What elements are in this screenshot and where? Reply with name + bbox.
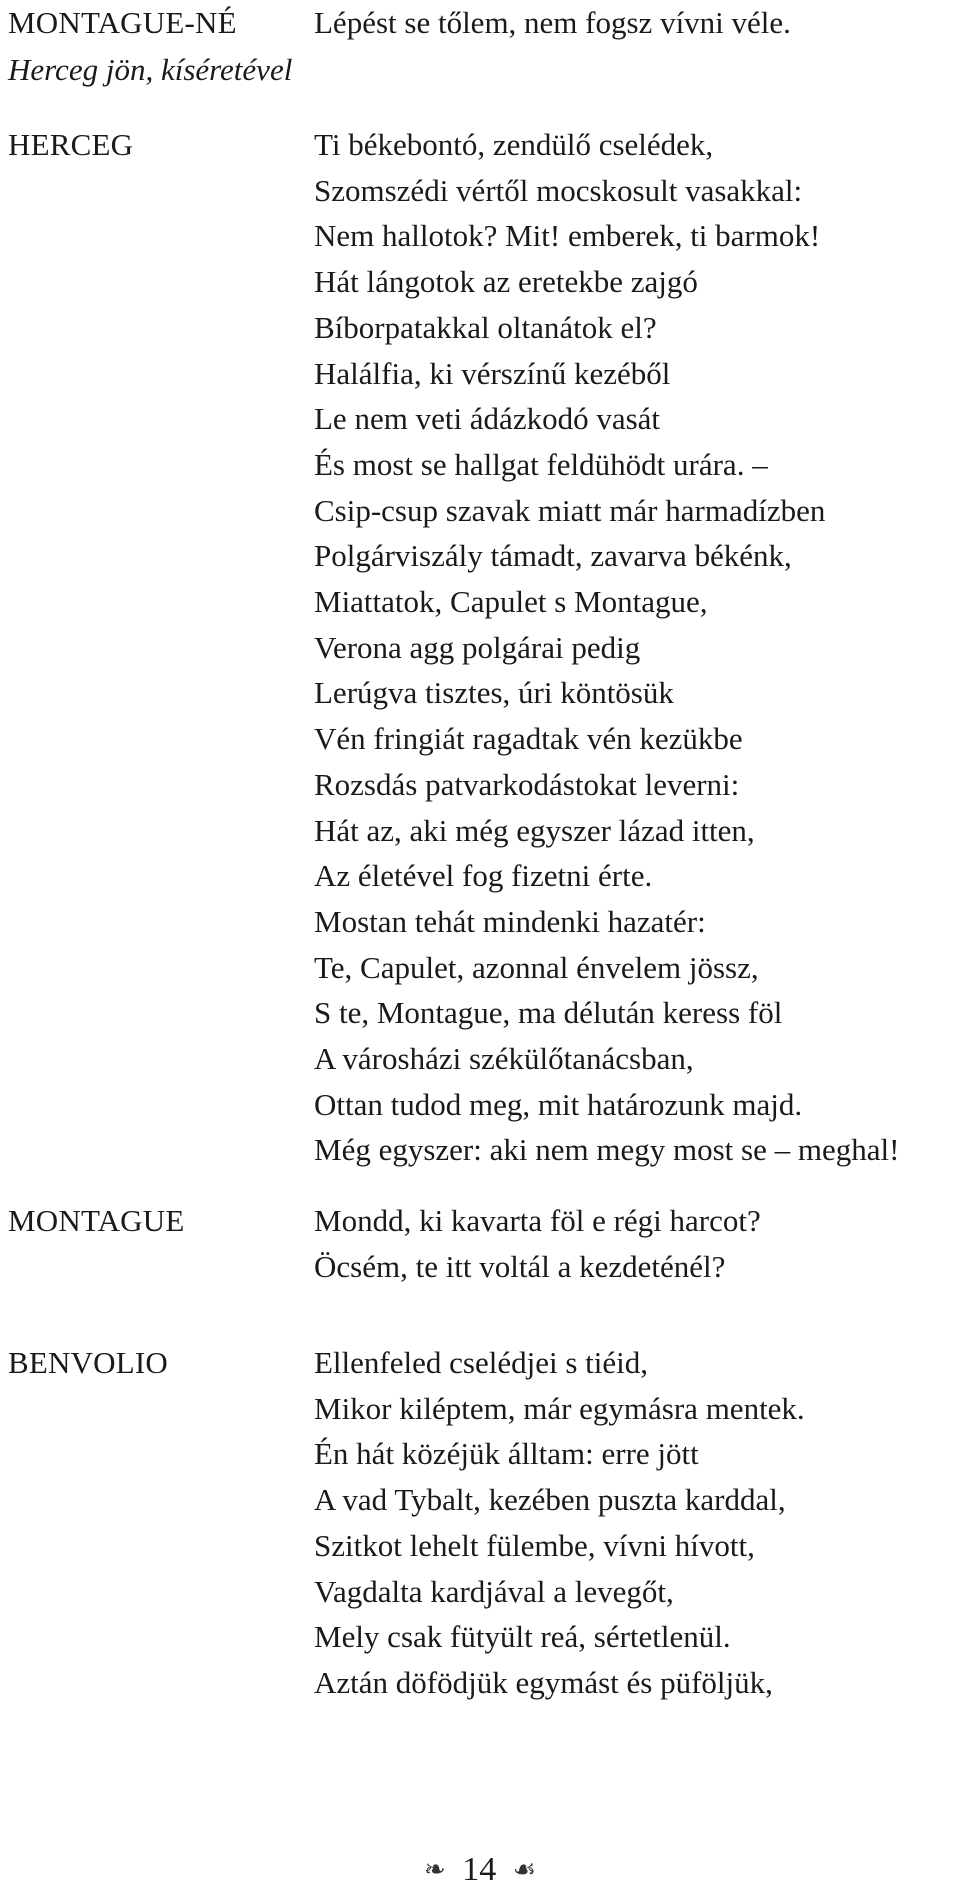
page-footer [0,1848,960,1890]
verse-line: Nem hallotok? Mit! emberek, ti barmok! [314,218,821,254]
verse-line: Halálfia, ki vérszínű kezéből [314,355,671,391]
verse-line: Hát lángotok az eretekbe zajgó [314,264,698,300]
fleuron-right-icon: ☙ [512,1855,537,1885]
speaker-name: MONTAGUE-NÉ [8,5,237,40]
verse-line: Szitkot lehelt fülembe, vívni hívott, [314,1527,755,1563]
verse-line: Csip-csup szavak miatt már harmadízben [314,492,826,528]
verse-line: Polgárviszály támadt, zavarva békénk, [314,538,792,574]
verse-line: Le nem veti ádázkodó vasát [314,401,661,437]
verse-line: Én hát közéjük álltam: erre jött [314,1436,699,1472]
verse-line: Ottan tudod meg, mit határozunk majd. [314,1086,803,1122]
verse-line: A vad Tybalt, kezében puszta karddal, [314,1482,786,1518]
stage-direction: Herceg jön, kíséretével [8,52,293,87]
verse-line: Te, Capulet, azonnal énvelem jössz, [314,949,759,985]
page-number: 14 [462,1851,497,1889]
fleuron-left-icon: ❧ [423,1855,446,1885]
verse-line: Bíborpatakkal oltanátok el? [314,309,657,345]
verse-line: S te, Montague, ma délután keress föl [314,995,783,1031]
speaker-name: BENVOLIO [8,1345,169,1380]
dialogue-lines [314,1198,958,1289]
speaker-name: MONTAGUE [8,1203,185,1238]
verse-line: Vagdalta kardjával a levegőt, [314,1573,674,1609]
verse-line: Még egyszer: aki nem megy most se – meghal! [314,1132,900,1168]
verse-line: Miattatok, Capulet s Montague, [314,584,708,620]
speaker-name: HERCEG [8,127,134,162]
verse-line: Ellenfeled cselédjei s tiéid, [314,1345,648,1380]
verse-line: Lerúgva tisztes, úri köntösük [314,675,674,711]
dialogue-lines [314,0,958,46]
verse-line: Ti békebontó, zendülő cselédek, [314,127,714,162]
verse-line: Mondd, ki kavarta föl e régi harcot? [314,1203,761,1238]
verse-line: Rozsdás patvarkodástokat leverni: [314,766,740,802]
verse-line: Az életével fog fizetni érte. [314,858,653,894]
verse-line: Mikor kiléptem, már egymásra mentek. [314,1390,805,1426]
verse-line: És most se hallgat feldühödt urára. – [314,446,768,482]
verse-line: Hát az, aki még egyszer lázad itten, [314,812,755,848]
dialogue-lines [314,1340,958,1706]
verse-line: Verona agg polgárai pedig [314,629,641,665]
verse-line: Szomszédi vértől mocskosult vasakkal: [314,172,803,208]
verse-line: Vén fringiát ragadtak vén kezükbe [314,721,743,757]
verse-line: Mely csak fütyült reá, sértetlenül. [314,1619,731,1655]
verse-line: Aztán döfödjük egymást és püföljük, [314,1664,773,1700]
verse-line: A városházi székülőtanácsban, [314,1041,694,1077]
verse-line: Lépést se tőlem, nem fogsz vívni véle. [314,5,791,40]
verse-line: Öcsém, te itt voltál a kezdeténél? [314,1248,726,1284]
dialogue-lines [314,122,958,1173]
verse-line: Mostan tehát mindenki hazatér: [314,903,706,939]
